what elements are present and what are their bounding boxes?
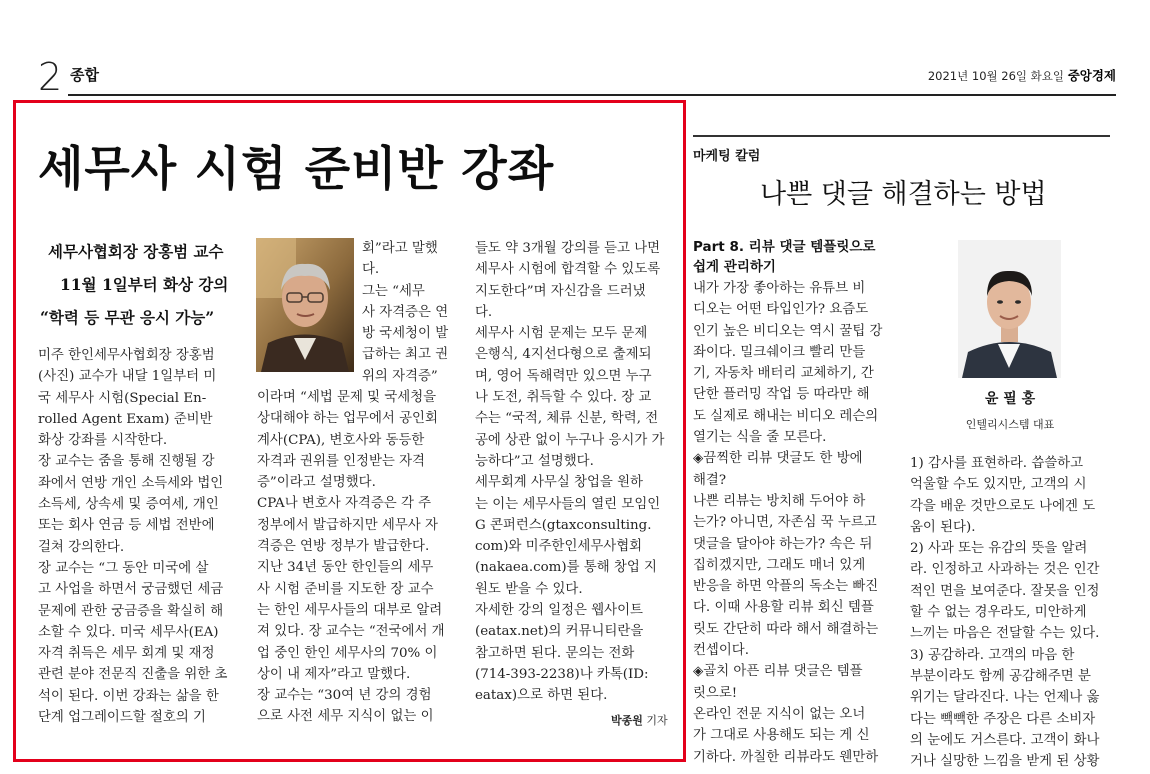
article-col2-line: 지난 34년 동안 한인들의 세무 (257, 560, 434, 576)
article-col3-line: (nakaea.com)를 통해 창업 지 (475, 560, 657, 576)
column-author-name: 윤 필 홍 (984, 391, 1036, 407)
article-col1-line: rolled Agent Exam) 준비반 (38, 411, 213, 427)
article-subhead-2: 11월 1일부터 화상 강의 (60, 275, 229, 294)
article-col3-line: (714-393-2238)나 카톡(ID: (475, 666, 649, 682)
byline-name: 박종원 (611, 714, 643, 727)
article-column-2 (257, 387, 458, 728)
article-col3-line: 세무회계 사무실 창업을 원하 (475, 475, 643, 491)
article-col2-line: 업 중인 한인 세무사의 70% 이 (257, 645, 438, 661)
byline-role: 기자 (646, 714, 668, 727)
article-col2-line: 증”이라고 설명했다. (257, 475, 376, 491)
part-title-line-1: Part 8. 리뷰 댓글 템플릿으로 (693, 239, 876, 255)
column-a-line: 내가 가장 좋아하는 유튜브 비 (693, 281, 866, 296)
article-col2-line: 상대해야 하는 업무에서 공인회 (257, 411, 438, 427)
issue-date: 2021년 10월 26일 화요일 (927, 69, 1064, 83)
article-col2-line: CPA나 변호사 자격증은 각 주 (257, 496, 432, 512)
column-a-line: 릿도 간단히 따라 해서 해결하는 (693, 621, 879, 637)
article-col3-line: 능하다”고 설명했다. (475, 453, 594, 469)
column-a-line: 릿으로! (693, 685, 738, 701)
article-col1-line: 걸쳐 강의한다. (38, 539, 125, 555)
article-col3-line: 참고하면 된다. 문의는 전화 (475, 645, 635, 661)
column-a-line: 나쁜 리뷰는 방치해 두어야 하 (693, 493, 866, 509)
article-col1-line: 문제에 관한 궁금증을 확실히 해 (38, 603, 224, 619)
article-col1-line: 소득세, 상속세 및 증여세, 개인 (38, 497, 219, 513)
column-title: 나쁜 댓글 해결하는 방법 (760, 179, 1047, 210)
article-col1-line: (사진) 교수가 내달 1일부터 미 (38, 369, 217, 385)
article-col3-line: 들도 약 3개월 강의를 듣고 나면 (475, 241, 661, 256)
article-col2-line: 져 있다. 장 교수는 “전국에서 개 (257, 624, 445, 640)
column-a-line: 는가? 아니면, 자존심 꾹 누르고 (693, 515, 877, 531)
column-a-line: 인기 높은 비디오는 역시 꿀팁 강 (693, 323, 883, 339)
author-photo-jang (256, 238, 354, 372)
column-b-line: 라. 인정하고 사과하는 것은 인간 (910, 562, 1100, 578)
article-col2-line: 자격과 권위를 인정받는 자격 (257, 453, 425, 469)
article-col1-line: 고 사업을 하면서 궁금했던 세금 (38, 582, 224, 598)
article-col3-line: G 콘퍼런스(gtaxconsulting. (475, 517, 652, 533)
article-col3-line: 다. (475, 304, 493, 320)
column-a-line: 좌이다. 밀크쉐이크 빨리 만들 (693, 344, 866, 360)
article-col1-line: 좌에서 연방 개인 소득세와 법인 (38, 475, 224, 491)
column-b-line: 억울할 수도 있지만, 고객의 시 (910, 477, 1087, 493)
column-b-line: 2) 사과 또는 유감의 뜻을 알려 (910, 541, 1088, 557)
article-col2top-line: 위의 자격증” (362, 368, 438, 384)
article-col2-line: 장 교수는 “30여 년 강의 경험 (257, 688, 432, 704)
article-column-2-top (362, 238, 458, 387)
article-col3-line: 자세한 강의 일정은 웹사이트 (475, 603, 643, 619)
article-col3-line: 은행식, 4지선다형으로 출제되 (475, 347, 652, 363)
article-col2-line: 사 시험 준비를 지도한 장 교수 (257, 581, 434, 597)
column-a-line: 기하다. 까칠한 리뷰라도 웬만하 (693, 749, 879, 765)
article-headline: 세무사 시험 준비반 강좌 (38, 142, 555, 197)
column-b-line: 움이 된다). (910, 519, 976, 535)
article-col2top-line: 회”라고 말했 (362, 241, 438, 256)
column-a-line: 기, 자동차 배터리 교체하기, 간 (693, 366, 874, 382)
column-a-line: 단한 플러밍 작업 등 따라만 해 (693, 387, 870, 403)
column-a-line: 열기는 식을 줄 모른다. (693, 430, 827, 446)
article-col1-line: 관련 분야 전문직 진출을 위한 초 (38, 667, 228, 683)
column-b-line: 부분이라도 함께 공감해주면 분 (910, 668, 1091, 684)
column-text-a (693, 278, 891, 768)
column-a-line: 온라인 전문 지식이 없는 오너 (693, 706, 866, 722)
article-col3-line: 며, 영어 독해력만 있으면 누구 (475, 368, 652, 384)
article-col1-line: 장 교수는 “그 동안 미국에 살 (38, 560, 209, 576)
article-col2-line: 정부에서 발급하지만 세무사 자 (257, 517, 438, 533)
column-b-line: 3) 공감하라. 고객의 마음 한 (910, 647, 1075, 663)
article-col1-line: 석이 된다. 이번 강좌는 삶을 한 (38, 688, 219, 704)
article-col2top-line: 사 자격증은 연 (362, 304, 449, 320)
newspaper-logo: 중앙경제 (1067, 68, 1116, 83)
article-col1-line: 화상 강좌를 시작한다. (38, 433, 168, 449)
article-col3-line: 는 이는 세무사들의 열린 모임인 (475, 496, 661, 512)
column-b-line: 할 수 없는 경우라도, 미안하게 (910, 605, 1087, 621)
article-col1-line: 단계 업그레이드할 절호의 기 (38, 710, 206, 726)
column-a-line: 도 실제로 해내는 비디오 레슨의 (693, 408, 879, 424)
article-col3-line: 세무사 시험에 합격할 수 있도록 (475, 262, 661, 278)
article-col2-line: 격증은 연방 정부가 발급한다. (257, 539, 430, 555)
article-col2-line: 으로 사전 세무 지식이 없는 이 (257, 709, 434, 725)
column-a-line: 컨셉이다. (693, 643, 749, 659)
article-column-1 (38, 345, 238, 728)
article-col3-line: com)와 미주한인세무사협회 (475, 539, 643, 555)
column-a-line: 집히겠지만, 그래도 매너 있게 (693, 557, 866, 573)
article-col2-line: 계사(CPA), 변호사와 동등한 (257, 432, 425, 448)
article-column-3 (475, 238, 675, 707)
article-col3-line: 나 도전, 취득할 수 있다. 장 교 (475, 390, 652, 406)
article-subhead-1: 세무사협회장 장홍범 교수 (48, 242, 224, 261)
article-col3-line: 공에 상관 없이 누구나 응시가 가 (475, 432, 665, 448)
article-col3-line: eatax)으로 하면 된다. (475, 688, 608, 704)
column-top-rule (693, 135, 1110, 137)
article-col2top-line: 급하는 최고 권 (362, 347, 449, 363)
article-col1-line: 미주 한인세무사협회장 장홍범 (38, 348, 215, 363)
article-col1-line: 또는 회사 연금 등 세법 전반에 (38, 518, 215, 534)
header-rule (68, 94, 1116, 96)
column-a-line: ◈끔찍한 리뷰 댓글도 한 방에 (693, 451, 863, 467)
column-a-line: 가 그대로 사용해도 되는 게 신 (693, 728, 870, 744)
article-col3-line: 세무사 시험 문제는 모두 문제 (475, 326, 648, 342)
article-col3-line: (eatax.net)의 커뮤니티란을 (475, 624, 644, 640)
column-b-line: 위기는 달라진다. 나는 언제나 옳 (910, 690, 1100, 706)
page-header (38, 55, 1116, 99)
column-a-line: 댓글을 달아야 하는가? 속은 뒤 (693, 536, 873, 552)
page-number: 2 (38, 55, 63, 99)
article-col2top-line: 다. (362, 262, 380, 278)
article-subhead-3: “학력 등 무관 응시 가능” (40, 308, 215, 327)
article-col1-line: 자격 취득은 세무 회계 및 재정 (38, 646, 215, 662)
article-col2-line: 이라며 “세법 문제 및 국세청을 (257, 390, 437, 405)
column-a-line: 다. 이때 사용할 리뷰 회신 템플 (693, 600, 874, 616)
column-b-line: 적인 면을 보여준다. 잘못을 인정 (910, 583, 1100, 599)
column-author-title: 인텔리시스템 대표 (965, 418, 1055, 431)
section-name: 종합 (70, 66, 99, 84)
column-part-title (693, 237, 875, 277)
column-a-line: ◈골치 아픈 리뷰 댓글은 템플 (693, 664, 863, 680)
column-a-line: 반응을 하면 악플의 독소는 빠진 (693, 579, 879, 595)
column-b-line: 각을 배운 것만으로도 나에겐 도 (910, 498, 1096, 514)
article-col2-line: 상이 내 제자”라고 말했다. (257, 666, 411, 682)
article-col2top-line: 방 국세청이 발 (362, 326, 449, 342)
article-col2top-line: 그는 “세무 (362, 283, 425, 299)
column-b-line: 1) 감사를 표현하라. 씁쓸하고 (910, 456, 1084, 471)
article-col3-line: 수는 “국적, 체류 신분, 학력, 전 (475, 411, 659, 427)
author-photo-yoon (958, 240, 1061, 378)
article-col2-line: 는 한인 세무사들의 대부로 알려 (257, 602, 443, 618)
column-b-line: 느끼는 마음은 전달할 수는 있다. (910, 626, 1100, 642)
column-b-line: 의 눈에도 거스른다. 고객이 화나 (910, 732, 1100, 748)
article-col3-line: 지도한다”며 자신감을 드러냈 (475, 283, 646, 299)
article-byline (611, 712, 668, 728)
article-col3-line: 원도 받을 수 있다. (475, 581, 583, 597)
column-b-line: 다는 빽빽한 주장은 다른 소비자 (910, 711, 1096, 727)
part-title-line-2: 쉽게 관리하기 (693, 259, 776, 275)
article-col1-line: 소할 수 있다. 미국 세무사(EA) (38, 624, 219, 640)
column-a-line: 디오는 어떤 타입인가? 요즘도 (693, 302, 869, 318)
column-a-line: 해결? (693, 472, 727, 488)
column-text-b (910, 453, 1112, 772)
column-label: 마케팅 칼럼 (693, 149, 761, 164)
column-b-line: 거나 실망한 느낌을 받게 된 상황 (910, 754, 1100, 770)
article-col1-line: 장 교수는 줌을 통해 진행될 강 (38, 454, 215, 470)
article-col1-line: 국 세무사 시험(Special En- (38, 390, 207, 406)
